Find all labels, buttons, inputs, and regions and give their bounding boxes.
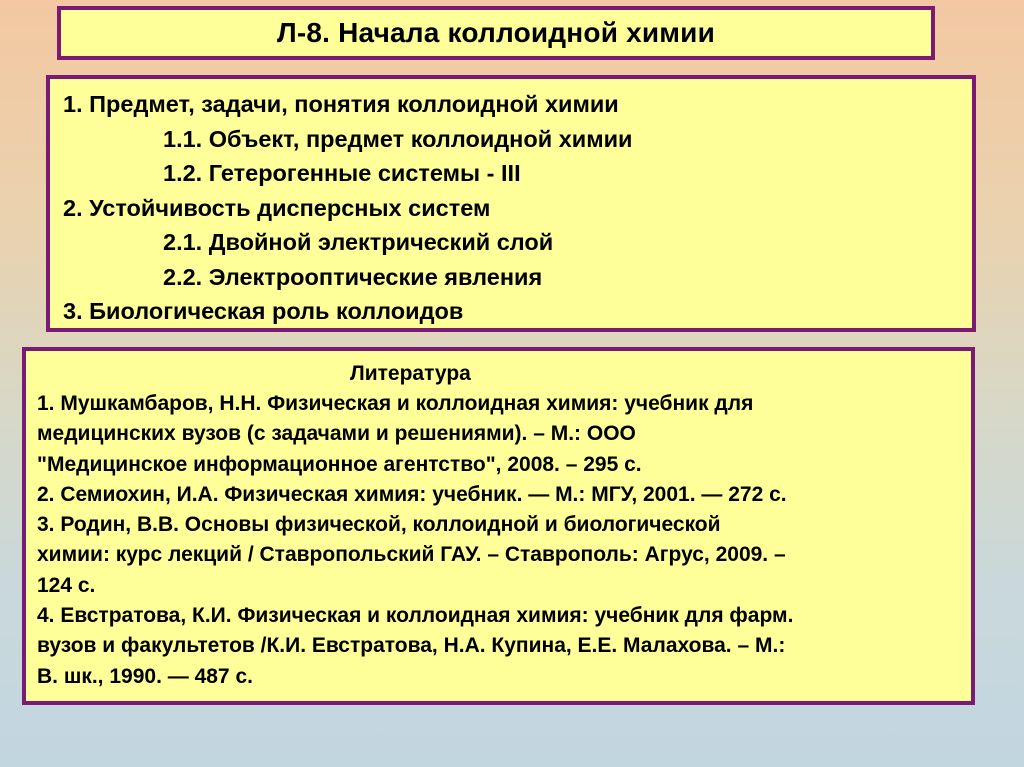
literature-line: химии: курс лекций / Ставропольский ГАУ. – Ставрополь: Агрус, 2009. –	[37, 543, 786, 567]
slide-title: Л-8. Начала коллоидной химии	[276, 17, 716, 48]
toc-item-3: 3. Биологическая роль коллоидов	[63, 298, 464, 324]
toc-item-1: 1. Предмет, задачи, понятия коллоидной химии	[63, 91, 619, 117]
literature-line: 124 с.	[37, 573, 96, 597]
literature-line: медицинских вузов (с задачами и решениями). – М.: ООО	[37, 422, 636, 446]
literature-line: "Медицинское информационное агентство", 2008. – 295 с.	[37, 452, 642, 476]
toc-item-1-1: 1.1. Объект, предмет коллоидной химии	[163, 125, 633, 152]
literature-heading: Литература	[350, 362, 471, 385]
toc-item-1-2: 1.2. Гетерогенные системы - III	[163, 160, 521, 186]
literature-line: 4. Евстратова, К.И. Физическая и коллоидная химия: учебник для фарм.	[37, 604, 794, 628]
literature-line: 3. Родин, В.В. Основы физической, коллоидной и биологической	[37, 513, 721, 537]
literature-line: В. шк., 1990. — 487 с.	[37, 664, 253, 688]
toc-item-2-1: 2.1. Двойной электрический слой	[163, 229, 554, 255]
title-box	[57, 6, 935, 60]
toc-item-2-2: 2.2. Электрооптические явления	[163, 263, 543, 290]
contents-box	[46, 75, 976, 332]
toc-item-2: 2. Устойчивость дисперсных систем	[63, 194, 491, 221]
literature-line: 1. Мушкамбаров, Н.Н. Физическая и коллоидная химия: учебник для	[37, 392, 754, 415]
literature-line: вузов и факультетов /К.И. Евстратова, Н.А. Купина, Е.Е. Малахова. – М.:	[37, 634, 786, 658]
literature-box	[22, 347, 975, 705]
literature-line: 2. Семиохин, И.А. Физическая химия: учебник. — М.: МГУ, 2001. — 272 с.	[37, 482, 787, 506]
